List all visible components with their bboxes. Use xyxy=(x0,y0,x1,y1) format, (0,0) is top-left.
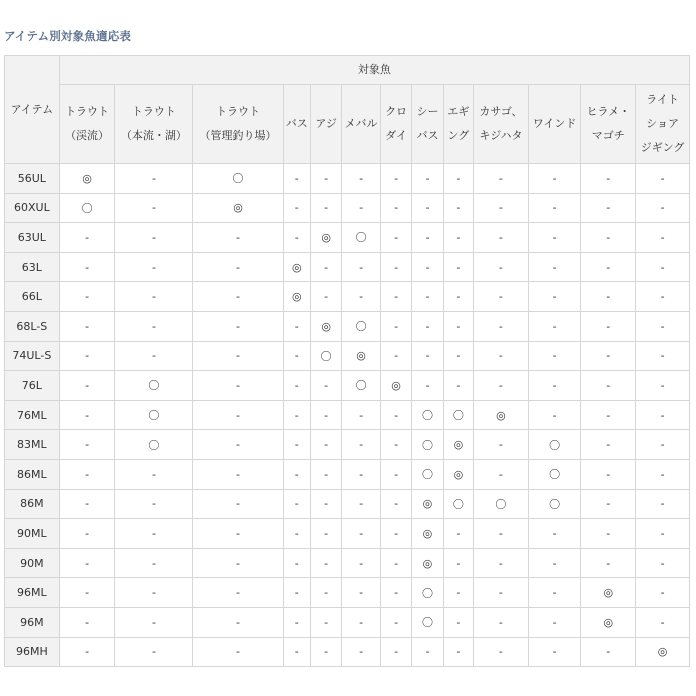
suitability-cell: - xyxy=(380,252,411,282)
suitability-cell: - xyxy=(310,459,341,489)
suitability-cell: - xyxy=(636,164,690,194)
suitability-cell: - xyxy=(59,578,115,608)
suitability-cell: ◎ xyxy=(283,252,310,282)
item-name-cell: 90M xyxy=(5,548,60,578)
suitability-cell: - xyxy=(59,400,115,430)
suitability-cell: ◎ xyxy=(412,548,443,578)
table-row xyxy=(5,548,690,578)
suitability-cell: ◎ xyxy=(193,193,283,223)
suitability-cell: - xyxy=(380,519,411,549)
suitability-cell: - xyxy=(193,578,283,608)
fish-column-header-line: エギ xyxy=(447,105,470,118)
table-row xyxy=(5,489,690,519)
suitability-cell: - xyxy=(115,548,193,578)
suitability-cell: - xyxy=(581,223,636,253)
suitability-cell: 〇 xyxy=(443,489,473,519)
suitability-cell: - xyxy=(528,223,581,253)
suitability-cell: - xyxy=(342,252,381,282)
suitability-cell: - xyxy=(310,489,341,519)
suitability-cell: - xyxy=(59,371,115,401)
suitability-cell: - xyxy=(115,252,193,282)
suitability-cell: - xyxy=(443,607,473,637)
item-name-cell: 56UL xyxy=(5,164,60,194)
suitability-cell: - xyxy=(193,459,283,489)
suitability-cell: 〇 xyxy=(412,400,443,430)
suitability-cell: - xyxy=(310,164,341,194)
suitability-cell: - xyxy=(283,607,310,637)
fish-column-header-line: トラウト xyxy=(65,105,110,118)
suitability-cell: - xyxy=(528,311,581,341)
fish-column-header-line: キジハタ xyxy=(479,129,523,142)
suitability-cell: - xyxy=(443,578,473,608)
suitability-cell: - xyxy=(310,637,341,667)
suitability-cell: 〇 xyxy=(310,341,341,371)
header-row-fish xyxy=(5,85,690,164)
suitability-cell: - xyxy=(581,459,636,489)
fish-column-header xyxy=(443,85,473,164)
suitability-cell: - xyxy=(342,282,381,312)
suitability-cell: ◎ xyxy=(443,459,473,489)
suitability-cell: - xyxy=(115,341,193,371)
table-row xyxy=(5,252,690,282)
suitability-cell: - xyxy=(283,548,310,578)
suitability-cell: - xyxy=(636,489,690,519)
fish-column-header xyxy=(474,85,529,164)
fish-column-header xyxy=(193,85,283,164)
item-name-cell: 66L xyxy=(5,282,60,312)
page-title: アイテム別対象魚適応表 xyxy=(4,29,132,43)
suitability-cell: - xyxy=(581,311,636,341)
suitability-cell: - xyxy=(115,459,193,489)
suitability-cell: ◎ xyxy=(443,430,473,460)
item-name-cell: 86M xyxy=(5,489,60,519)
suitability-cell: - xyxy=(528,548,581,578)
suitability-cell: - xyxy=(474,223,529,253)
suitability-cell: - xyxy=(380,637,411,667)
table-row xyxy=(5,371,690,401)
suitability-cell: ◎ xyxy=(380,371,411,401)
item-name-cell: 83ML xyxy=(5,430,60,460)
table-row xyxy=(5,400,690,430)
suitability-cell: 〇 xyxy=(115,430,193,460)
suitability-cell: - xyxy=(474,341,529,371)
table-row xyxy=(5,459,690,489)
suitability-cell: - xyxy=(528,282,581,312)
suitability-cell: - xyxy=(443,371,473,401)
suitability-cell: ◎ xyxy=(59,164,115,194)
suitability-cell: - xyxy=(193,400,283,430)
suitability-cell: - xyxy=(380,489,411,519)
suitability-cell: - xyxy=(380,193,411,223)
suitability-cell: - xyxy=(412,637,443,667)
suitability-cell: ◎ xyxy=(636,637,690,667)
suitability-cell: - xyxy=(636,607,690,637)
item-name-cell: 76ML xyxy=(5,400,60,430)
suitability-cell: - xyxy=(380,282,411,312)
suitability-cell: - xyxy=(193,548,283,578)
suitability-cell: - xyxy=(474,519,529,549)
suitability-cell: - xyxy=(59,607,115,637)
suitability-cell: - xyxy=(310,607,341,637)
suitability-cell: - xyxy=(283,223,310,253)
suitability-cell: - xyxy=(474,607,529,637)
suitability-cell: - xyxy=(310,371,341,401)
suitability-cell: - xyxy=(581,637,636,667)
suitability-cell: - xyxy=(342,578,381,608)
fish-column-header-line: トラウト xyxy=(216,105,261,118)
table-row xyxy=(5,430,690,460)
table-body xyxy=(5,164,690,667)
item-name-cell: 96MH xyxy=(5,637,60,667)
suitability-cell: - xyxy=(581,164,636,194)
suitability-cell: - xyxy=(443,282,473,312)
table-row xyxy=(5,193,690,223)
suitability-cell: - xyxy=(342,637,381,667)
fish-compatibility-table xyxy=(4,55,690,667)
suitability-cell: - xyxy=(59,637,115,667)
suitability-cell: - xyxy=(528,193,581,223)
suitability-cell: - xyxy=(283,400,310,430)
suitability-cell: - xyxy=(636,548,690,578)
suitability-cell: - xyxy=(528,252,581,282)
suitability-cell: - xyxy=(412,371,443,401)
suitability-cell: - xyxy=(342,430,381,460)
suitability-cell: - xyxy=(443,223,473,253)
table-row xyxy=(5,282,690,312)
suitability-cell: - xyxy=(115,489,193,519)
fish-column-header-line: （本流・湖） xyxy=(120,129,187,142)
suitability-cell: - xyxy=(283,637,310,667)
suitability-cell: - xyxy=(443,341,473,371)
suitability-cell: - xyxy=(581,400,636,430)
suitability-cell: ◎ xyxy=(283,282,310,312)
suitability-cell: - xyxy=(474,548,529,578)
suitability-cell: - xyxy=(283,371,310,401)
suitability-cell: - xyxy=(528,519,581,549)
suitability-cell: - xyxy=(115,578,193,608)
suitability-cell: - xyxy=(380,311,411,341)
suitability-cell: - xyxy=(193,637,283,667)
suitability-cell: - xyxy=(474,459,529,489)
suitability-cell: 〇 xyxy=(412,607,443,637)
suitability-cell: - xyxy=(636,519,690,549)
suitability-cell: 〇 xyxy=(528,430,581,460)
suitability-cell: - xyxy=(342,519,381,549)
suitability-cell: - xyxy=(283,164,310,194)
suitability-cell: - xyxy=(443,519,473,549)
suitability-cell: - xyxy=(342,400,381,430)
item-name-cell: 96ML xyxy=(5,578,60,608)
suitability-cell: ◎ xyxy=(310,311,341,341)
fish-column-header xyxy=(283,85,310,164)
fish-column-header-line: マゴチ xyxy=(591,129,625,142)
suitability-cell: - xyxy=(193,252,283,282)
suitability-cell: - xyxy=(283,193,310,223)
fish-column-header-line: ジギング xyxy=(640,141,685,154)
item-column-header: アイテム xyxy=(5,56,60,164)
table-row xyxy=(5,519,690,549)
suitability-cell: - xyxy=(412,193,443,223)
fish-column-header-line: カサゴ、 xyxy=(479,105,523,118)
suitability-cell: - xyxy=(581,371,636,401)
suitability-cell: 〇 xyxy=(193,164,283,194)
suitability-cell: - xyxy=(283,341,310,371)
suitability-cell: - xyxy=(115,223,193,253)
suitability-cell: - xyxy=(581,430,636,460)
table-row xyxy=(5,164,690,194)
suitability-cell: - xyxy=(636,400,690,430)
suitability-cell: 〇 xyxy=(342,223,381,253)
suitability-cell: 〇 xyxy=(342,371,381,401)
suitability-cell: - xyxy=(474,282,529,312)
suitability-cell: - xyxy=(636,282,690,312)
fish-column-header-line: （渓流） xyxy=(65,129,110,142)
suitability-cell: - xyxy=(636,371,690,401)
suitability-cell: - xyxy=(342,459,381,489)
suitability-cell: - xyxy=(342,489,381,519)
suitability-cell: - xyxy=(342,164,381,194)
suitability-cell: - xyxy=(474,164,529,194)
suitability-cell: - xyxy=(283,519,310,549)
suitability-cell: - xyxy=(380,223,411,253)
fish-column-header xyxy=(380,85,411,164)
fish-column-header xyxy=(636,85,690,164)
suitability-cell: - xyxy=(474,430,529,460)
suitability-cell: - xyxy=(310,400,341,430)
fish-column-header xyxy=(342,85,381,164)
suitability-cell: - xyxy=(59,311,115,341)
suitability-cell: - xyxy=(342,607,381,637)
suitability-cell: - xyxy=(193,430,283,460)
item-name-cell: 90ML xyxy=(5,519,60,549)
suitability-cell: - xyxy=(193,223,283,253)
suitability-cell: - xyxy=(59,459,115,489)
suitability-cell: - xyxy=(310,578,341,608)
fish-column-header-line: バス xyxy=(285,117,308,130)
suitability-cell: - xyxy=(474,311,529,341)
suitability-cell: - xyxy=(115,637,193,667)
suitability-cell: - xyxy=(412,164,443,194)
suitability-cell: - xyxy=(443,193,473,223)
fish-column-header-line: シー xyxy=(416,105,439,118)
suitability-cell: - xyxy=(59,548,115,578)
table-row xyxy=(5,637,690,667)
suitability-cell: - xyxy=(474,578,529,608)
suitability-cell: - xyxy=(115,193,193,223)
suitability-cell: - xyxy=(59,489,115,519)
suitability-cell: - xyxy=(581,193,636,223)
fish-column-header xyxy=(528,85,581,164)
suitability-cell: - xyxy=(380,400,411,430)
fish-column-header-line: メバル xyxy=(344,117,378,130)
table-row xyxy=(5,578,690,608)
fish-column-header-line: クロ xyxy=(385,105,408,118)
suitability-cell: - xyxy=(581,282,636,312)
suitability-cell: 〇 xyxy=(412,459,443,489)
suitability-cell: - xyxy=(474,371,529,401)
suitability-cell: 〇 xyxy=(115,400,193,430)
suitability-cell: ◎ xyxy=(310,223,341,253)
suitability-cell: - xyxy=(283,459,310,489)
suitability-cell: - xyxy=(380,164,411,194)
suitability-cell: 〇 xyxy=(528,459,581,489)
suitability-cell: ◎ xyxy=(581,578,636,608)
suitability-cell: - xyxy=(115,607,193,637)
fish-column-header-line: ング xyxy=(447,129,470,142)
suitability-cell: - xyxy=(412,341,443,371)
suitability-cell: - xyxy=(581,489,636,519)
suitability-cell: - xyxy=(443,252,473,282)
fish-column-header-line: ヒラメ・ xyxy=(586,105,631,118)
suitability-cell: - xyxy=(310,430,341,460)
fish-column-header xyxy=(310,85,341,164)
suitability-cell: - xyxy=(636,223,690,253)
suitability-cell: 〇 xyxy=(412,430,443,460)
fish-column-header-line: ワインド xyxy=(532,117,577,130)
suitability-cell: - xyxy=(115,519,193,549)
fish-column-header-line: トラウト xyxy=(131,105,176,118)
item-name-cell: 63L xyxy=(5,252,60,282)
suitability-cell: - xyxy=(59,430,115,460)
suitability-cell: - xyxy=(193,519,283,549)
suitability-cell: - xyxy=(59,282,115,312)
suitability-cell: - xyxy=(581,341,636,371)
suitability-cell: - xyxy=(193,282,283,312)
fish-column-header-line: バス xyxy=(416,129,439,142)
suitability-cell: 〇 xyxy=(443,400,473,430)
suitability-cell: - xyxy=(115,164,193,194)
suitability-cell: - xyxy=(636,430,690,460)
suitability-cell: - xyxy=(310,282,341,312)
fish-column-header xyxy=(412,85,443,164)
item-name-cell: 74UL-S xyxy=(5,341,60,371)
suitability-cell: - xyxy=(380,578,411,608)
item-name-cell: 68L-S xyxy=(5,311,60,341)
suitability-cell: - xyxy=(59,519,115,549)
suitability-cell: - xyxy=(528,578,581,608)
suitability-cell: - xyxy=(443,311,473,341)
suitability-cell: - xyxy=(528,607,581,637)
suitability-cell: - xyxy=(283,578,310,608)
fish-column-header-line: アジ xyxy=(315,117,337,130)
item-name-cell: 60XUL xyxy=(5,193,60,223)
suitability-cell: - xyxy=(474,252,529,282)
suitability-cell: - xyxy=(283,489,310,519)
suitability-cell: - xyxy=(636,252,690,282)
suitability-cell: - xyxy=(310,548,341,578)
suitability-cell: - xyxy=(59,341,115,371)
suitability-cell: - xyxy=(380,430,411,460)
table-row xyxy=(5,607,690,637)
suitability-cell: - xyxy=(115,311,193,341)
suitability-cell: 〇 xyxy=(342,311,381,341)
suitability-cell: - xyxy=(443,637,473,667)
suitability-cell: - xyxy=(380,607,411,637)
suitability-cell: - xyxy=(528,400,581,430)
suitability-cell: - xyxy=(443,164,473,194)
suitability-cell: - xyxy=(193,607,283,637)
suitability-cell: - xyxy=(193,311,283,341)
suitability-cell: - xyxy=(380,548,411,578)
suitability-cell: ◎ xyxy=(342,341,381,371)
suitability-cell: - xyxy=(283,430,310,460)
suitability-cell: - xyxy=(474,193,529,223)
suitability-cell: - xyxy=(636,341,690,371)
suitability-cell: 〇 xyxy=(528,489,581,519)
suitability-cell: - xyxy=(283,311,310,341)
suitability-cell: - xyxy=(380,341,411,371)
fish-column-header xyxy=(581,85,636,164)
suitability-cell: ◎ xyxy=(474,400,529,430)
suitability-cell: 〇 xyxy=(474,489,529,519)
table-row xyxy=(5,311,690,341)
suitability-cell: - xyxy=(342,193,381,223)
suitability-cell: - xyxy=(581,548,636,578)
suitability-cell: - xyxy=(636,459,690,489)
suitability-cell: - xyxy=(636,311,690,341)
suitability-cell: ◎ xyxy=(581,607,636,637)
suitability-cell: - xyxy=(528,341,581,371)
suitability-cell: ◎ xyxy=(412,519,443,549)
suitability-cell: - xyxy=(310,193,341,223)
suitability-cell: - xyxy=(412,223,443,253)
suitability-cell: - xyxy=(581,519,636,549)
suitability-cell: - xyxy=(193,341,283,371)
suitability-cell: - xyxy=(342,548,381,578)
suitability-cell: - xyxy=(115,282,193,312)
table-row xyxy=(5,341,690,371)
table-row xyxy=(5,223,690,253)
suitability-cell: - xyxy=(528,637,581,667)
item-name-cell: 86ML xyxy=(5,459,60,489)
suitability-cell: - xyxy=(581,252,636,282)
fish-column-header xyxy=(115,85,193,164)
suitability-cell: - xyxy=(380,459,411,489)
target-fish-group-header: 対象魚 xyxy=(59,56,689,85)
suitability-cell: ◎ xyxy=(412,489,443,519)
suitability-cell: 〇 xyxy=(115,371,193,401)
suitability-cell: 〇 xyxy=(59,193,115,223)
suitability-cell: - xyxy=(443,548,473,578)
suitability-cell: - xyxy=(636,578,690,608)
item-name-cell: 63UL xyxy=(5,223,60,253)
item-name-cell: 96M xyxy=(5,607,60,637)
suitability-cell: - xyxy=(474,637,529,667)
item-name-cell: 76L xyxy=(5,371,60,401)
suitability-cell: - xyxy=(59,223,115,253)
fish-column-header-line: ダイ xyxy=(385,129,407,142)
header-row-group xyxy=(5,56,690,85)
fish-column-header-line: ショア xyxy=(646,117,679,130)
suitability-cell: - xyxy=(193,489,283,519)
suitability-cell: - xyxy=(412,252,443,282)
suitability-cell: - xyxy=(412,311,443,341)
suitability-cell: - xyxy=(59,252,115,282)
suitability-cell: - xyxy=(412,282,443,312)
fish-column-header xyxy=(59,85,115,164)
suitability-cell: - xyxy=(310,519,341,549)
suitability-cell: - xyxy=(528,371,581,401)
suitability-cell: - xyxy=(528,164,581,194)
suitability-cell: 〇 xyxy=(412,578,443,608)
suitability-cell: - xyxy=(310,252,341,282)
fish-column-header-line: （管理釣り場） xyxy=(199,129,277,142)
fish-column-header-line: ライト xyxy=(646,93,679,106)
suitability-cell: - xyxy=(193,371,283,401)
suitability-cell: - xyxy=(636,193,690,223)
